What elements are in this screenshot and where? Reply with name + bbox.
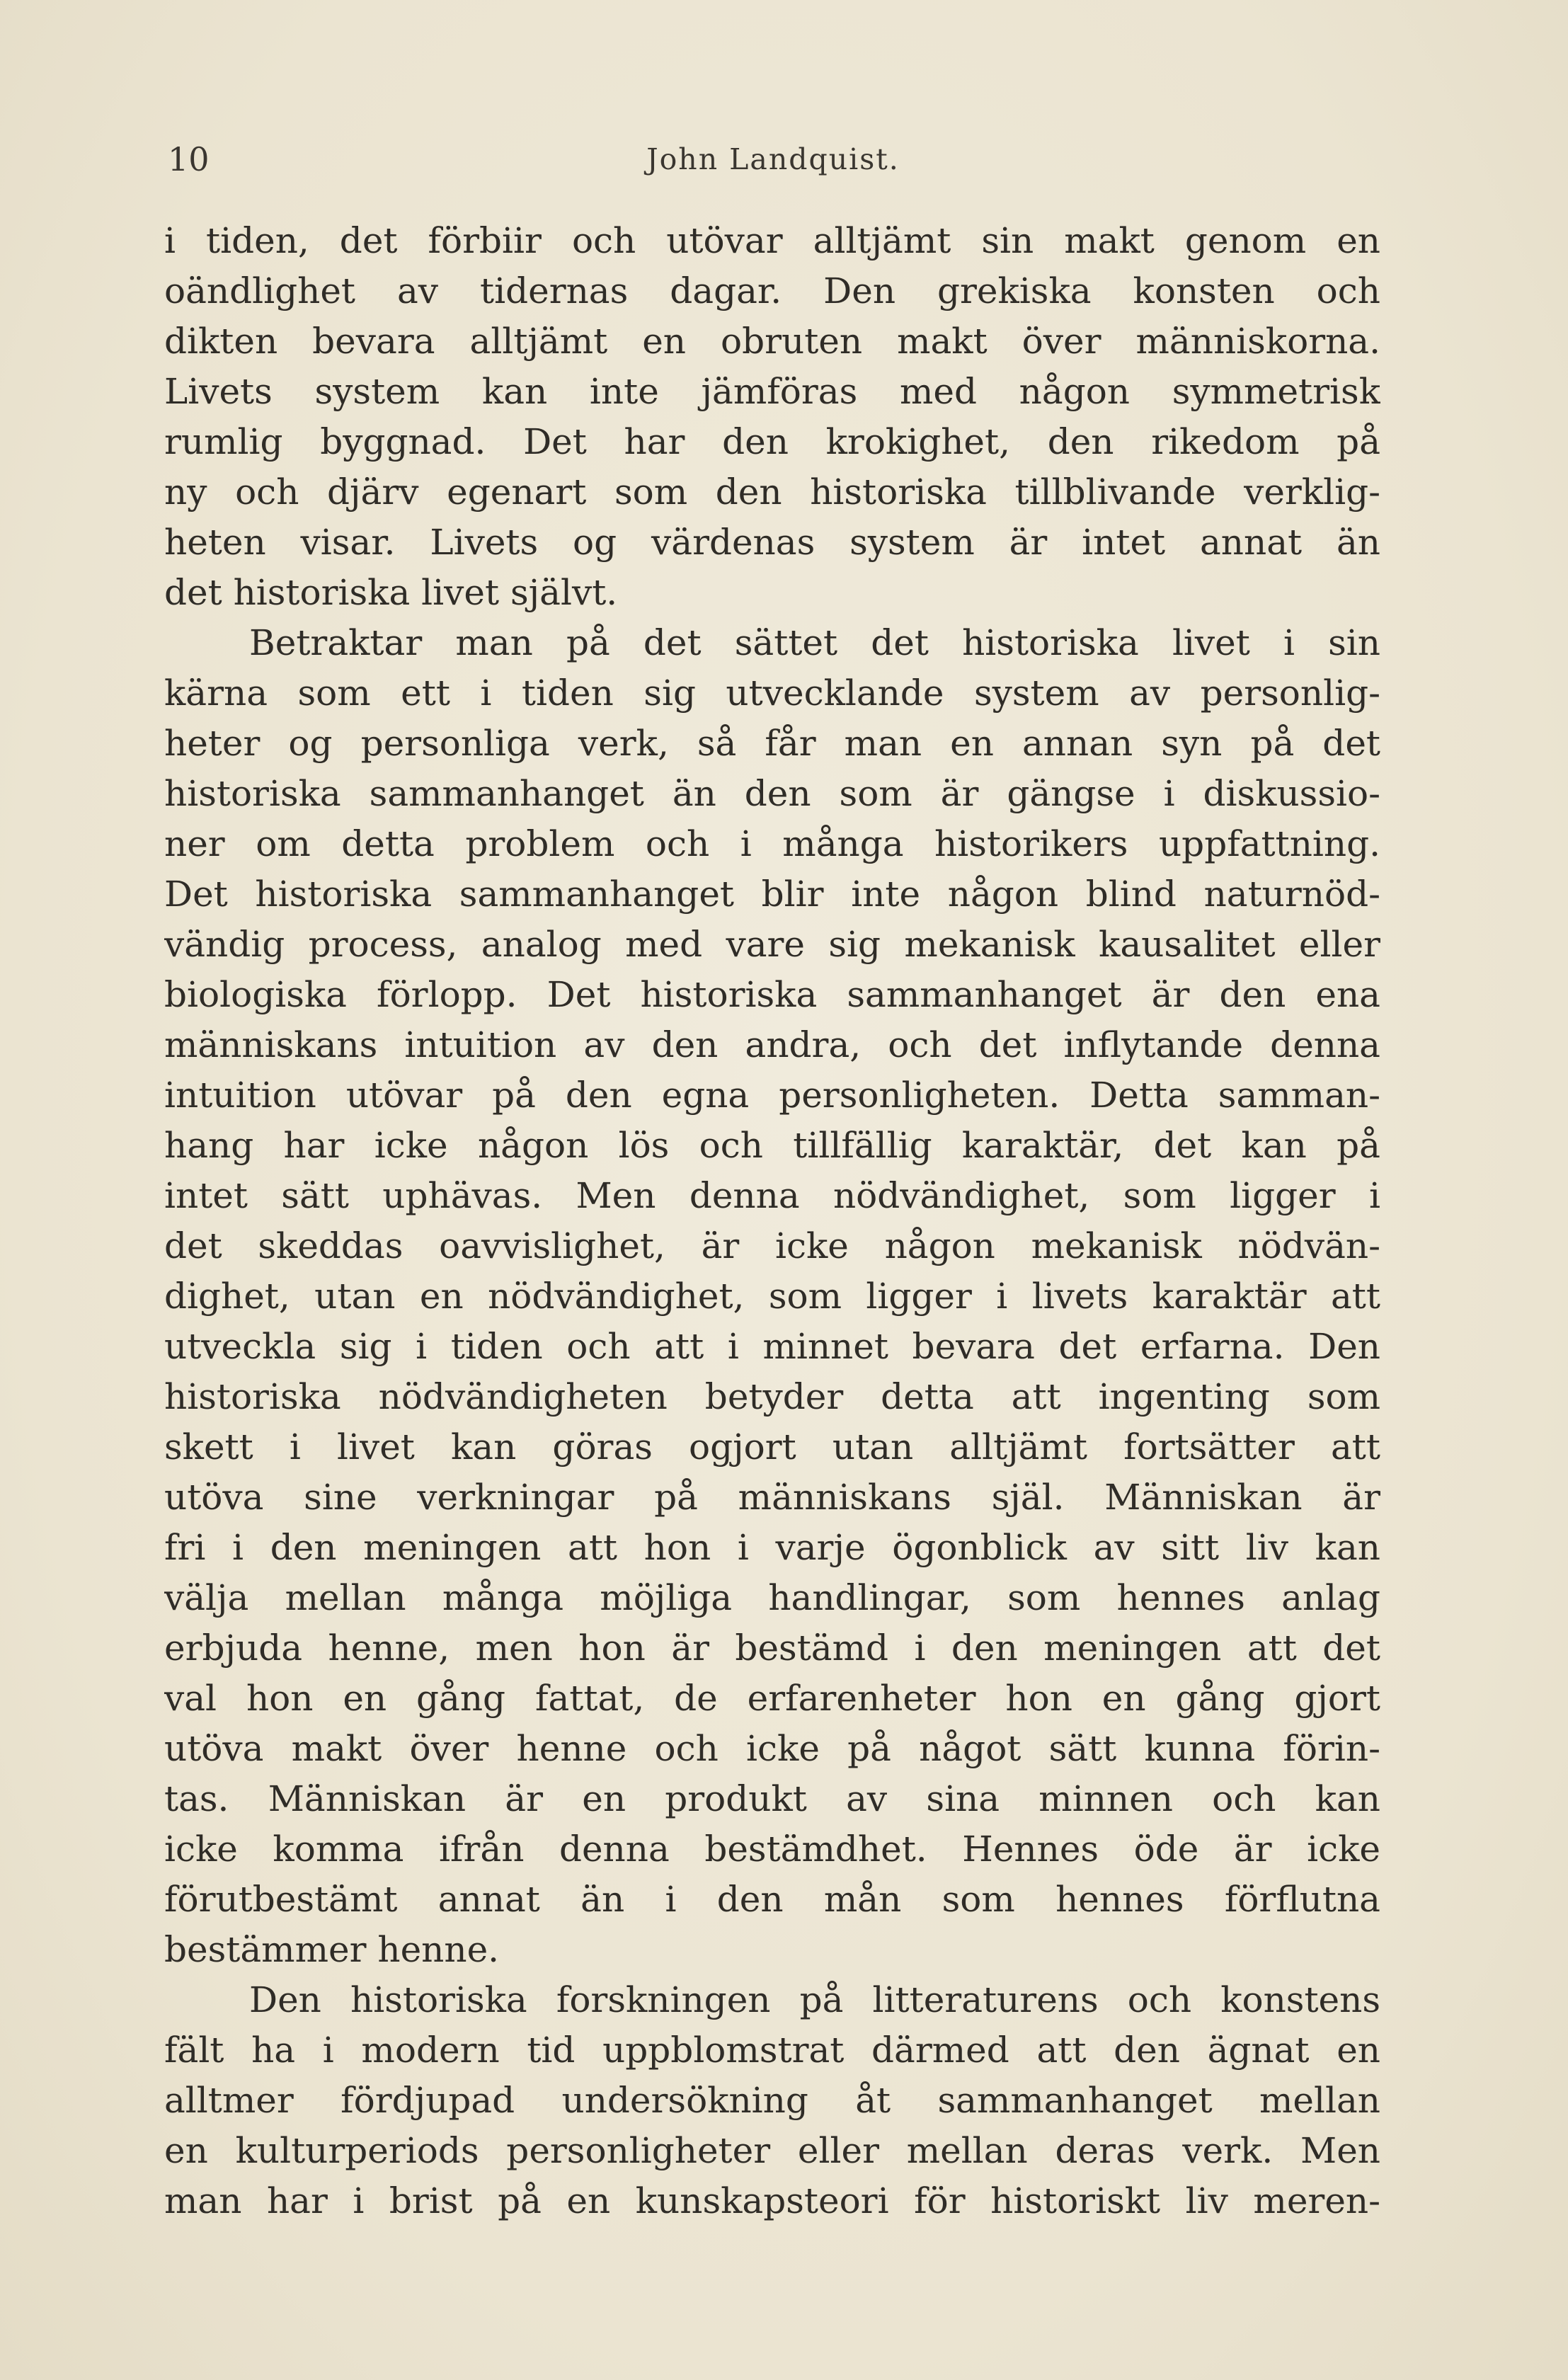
- text-line: oändlighet av tidernas dagar. Den grekiska konsten och: [164, 270, 1380, 311]
- text-line: välja mellan många möjliga handlingar, som hennes anlag: [164, 1577, 1380, 1618]
- text-line: Betraktar man på det sättet det historiska livet i sin: [249, 622, 1380, 663]
- text-line: utöva sine verkningar på människans själ. Människan är: [164, 1477, 1380, 1518]
- text-line: heten visar. Livets og värdenas system är intet annat än: [164, 522, 1380, 563]
- text-line: skett i livet kan göras ogjort utan alltjämt fortsätter att: [164, 1426, 1380, 1468]
- text-line: tas. Människan är en produkt av sina minnen och kan: [164, 1778, 1380, 1819]
- text-line: Det historiska sammanhanget blir inte någon blind naturnöd-: [164, 874, 1380, 915]
- text-line: dikten bevara alltjämt en obruten makt över människorna.: [164, 321, 1380, 362]
- text-line: hang har icke någon lös och tillfällig karaktär, det kan på: [164, 1125, 1380, 1166]
- text-line: det historiska livet självt.: [164, 572, 618, 613]
- text-line: utöva makt över henne och icke på något sätt kunna förin-: [164, 1728, 1380, 1769]
- text-line: heter og personliga verk, så får man en annan syn på det: [164, 723, 1380, 764]
- page-header: [164, 138, 1382, 188]
- text-line: det skeddas oavvislighet, är icke någon mekanisk nödvän-: [164, 1225, 1380, 1266]
- text-line: historiska nödvändigheten betyder detta att ingenting som: [164, 1376, 1380, 1417]
- text-line: Den historiska forskningen på litteraturens och konstens: [249, 1979, 1380, 2020]
- text-line: människans intuition av den andra, och det inflytande denna: [164, 1024, 1380, 1065]
- body-text: [164, 216, 1380, 2226]
- text-line: fält ha i modern tid uppblomstrat därmed att den ägnat en: [164, 2030, 1380, 2071]
- text-line: intuition utövar på den egna personligheten. Detta samman-: [164, 1075, 1380, 1116]
- running-head: John Landquist.: [646, 142, 900, 176]
- text-line: alltmer fördjupad undersökning åt sammanhanget mellan: [164, 2080, 1380, 2121]
- text-line: val hon en gång fattat, de erfarenheter hon en gång gjort: [164, 1678, 1380, 1719]
- text-line: icke komma ifrån denna bestämdhet. Hennes öde är icke: [164, 1829, 1380, 1870]
- text-line: utveckla sig i tiden och att i minnet bevara det erfarna. Den: [164, 1326, 1380, 1367]
- text-line: ny och djärv egenart som den historiska tillblivande verklig-: [164, 471, 1380, 513]
- text-line: intet sätt uphävas. Men denna nödvändighet, som ligger i: [164, 1175, 1380, 1216]
- text-line: historiska sammanhanget än den som är gängse i diskussio-: [164, 773, 1380, 814]
- text-line: man har i brist på en kunskapsteori för historiskt liv meren-: [164, 2180, 1380, 2221]
- page-number: 10: [168, 140, 210, 178]
- text-line: Livets system kan inte jämföras med någon symmetrisk: [164, 371, 1380, 412]
- text-line: erbjuda henne, men hon är bestämd i den meningen att det: [164, 1627, 1380, 1669]
- text-line: en kulturperiods personligheter eller mellan deras verk. Men: [164, 2130, 1380, 2171]
- text-line: rumlig byggnad. Det har den krokighet, den rikedom på: [164, 421, 1380, 462]
- text-line: kärna som ett i tiden sig utvecklande system av personlig-: [164, 673, 1380, 714]
- text-line: fri i den meningen att hon i varje ögonblick av sitt liv kan: [164, 1527, 1380, 1568]
- text-line: förutbestämt annat än i den mån som hennes förflutna: [164, 1879, 1380, 1920]
- text-line: ner om detta problem och i många historikers uppfattning.: [164, 823, 1380, 864]
- text-line: bestämmer henne.: [164, 1929, 500, 1970]
- text-line: vändig process, analog med vare sig mekanisk kausalitet eller: [164, 924, 1380, 965]
- text-line: i tiden, det förbiir och utövar alltjämt sin makt genom en: [164, 220, 1380, 261]
- text-line: biologiska förlopp. Det historiska sammanhanget är den ena: [164, 974, 1380, 1015]
- text-line: dighet, utan en nödvändighet, som ligger i livets karaktär att: [164, 1276, 1380, 1317]
